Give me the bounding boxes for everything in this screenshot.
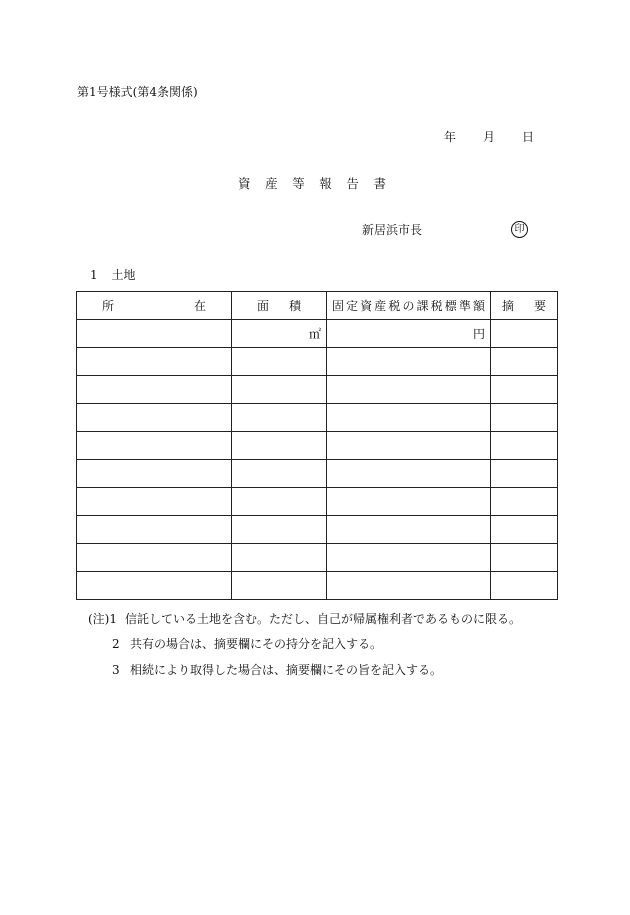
note-prefix: (注)1 [88, 612, 117, 626]
tax-value-cell[interactable] [327, 516, 491, 544]
location-cell[interactable] [77, 488, 232, 516]
tax-value-cell[interactable] [327, 544, 491, 572]
header-char: 摘 [502, 298, 515, 313]
table-row [77, 348, 558, 376]
area-cell[interactable] [232, 404, 327, 432]
table-row [77, 404, 558, 432]
area-cell[interactable] [232, 432, 327, 460]
date-day-label: 日 [521, 130, 534, 144]
area-unit: ㎡ [308, 326, 321, 341]
area-cell[interactable] [232, 516, 327, 544]
note-text: 共有の場合は、摘要欄にその持分を記入する。 [130, 637, 383, 651]
remarks-cell[interactable] [491, 516, 558, 544]
date-line [444, 131, 534, 143]
remarks-cell[interactable] [491, 432, 558, 460]
header-location [77, 292, 232, 320]
date-year-label: 年 [444, 130, 457, 144]
location-cell[interactable] [77, 320, 232, 348]
header-char: の [402, 298, 415, 313]
header-char: 税 [430, 298, 443, 313]
location-cell[interactable] [77, 460, 232, 488]
area-cell[interactable] [232, 544, 327, 572]
note-3 [112, 664, 442, 676]
area-cell[interactable] [232, 572, 327, 600]
location-cell[interactable] [77, 572, 232, 600]
form-number: 第1号様式(第4条関係) [77, 85, 198, 99]
header-char: 資 [360, 298, 373, 313]
remarks-cell[interactable] [491, 348, 558, 376]
section-heading [90, 269, 135, 281]
date-month-label: 月 [482, 130, 495, 144]
title-char: 報 [319, 176, 332, 191]
header-char: 要 [533, 298, 546, 313]
table-body [77, 320, 558, 600]
header-char: 積 [288, 298, 301, 313]
section-number: 1 [90, 268, 98, 282]
header-char: 産 [374, 298, 387, 313]
tax-value-cell[interactable] [327, 460, 491, 488]
title-char: 書 [373, 176, 386, 191]
area-cell[interactable] [232, 320, 327, 348]
table-row [77, 460, 558, 488]
tax-value-cell[interactable] [327, 432, 491, 460]
location-cell[interactable] [77, 516, 232, 544]
table-row [77, 544, 558, 572]
section-label: 土地 [111, 268, 136, 282]
table-header-row [77, 292, 558, 320]
header-char: 準 [458, 298, 471, 313]
header-remarks [491, 292, 558, 320]
tax-value-cell[interactable] [327, 488, 491, 516]
header-char: 課 [416, 298, 429, 313]
header-char: 在 [193, 298, 206, 313]
location-cell[interactable] [77, 432, 232, 460]
remarks-cell[interactable] [491, 376, 558, 404]
header-char: 定 [346, 298, 359, 313]
note-prefix: 2 [112, 637, 120, 651]
note-2 [112, 638, 382, 650]
yen-unit: 円 [472, 326, 485, 341]
header-char: 面 [257, 298, 270, 313]
remarks-cell[interactable] [491, 544, 558, 572]
table-row [77, 320, 558, 348]
table-row [77, 432, 558, 460]
title-char: 等 [292, 176, 305, 191]
remarks-cell[interactable] [491, 404, 558, 432]
tax-value-cell[interactable] [327, 320, 491, 348]
header-area [232, 292, 327, 320]
note-text: 信託している土地を含む。ただし、自己が帰属権利者であるものに限る。 [125, 612, 522, 626]
location-cell[interactable] [77, 544, 232, 572]
title-char: 資 [238, 176, 251, 191]
location-cell[interactable] [77, 348, 232, 376]
location-cell[interactable] [77, 404, 232, 432]
tax-value-cell[interactable] [327, 348, 491, 376]
land-table [76, 291, 558, 600]
title-char: 産 [265, 176, 278, 191]
remarks-cell[interactable] [491, 320, 558, 348]
table-row [77, 376, 558, 404]
remarks-cell[interactable] [491, 460, 558, 488]
addressee: 新居浜市長 [362, 223, 423, 237]
remarks-cell[interactable] [491, 488, 558, 516]
header-char: 税 [388, 298, 401, 313]
area-cell[interactable] [232, 376, 327, 404]
header-char: 固 [332, 298, 345, 313]
note-prefix: 3 [112, 663, 120, 677]
area-cell[interactable] [232, 488, 327, 516]
header-char: 額 [472, 298, 485, 313]
note-text: 相続により取得した場合は、摘要欄にその旨を記入する。 [130, 663, 443, 677]
location-cell[interactable] [77, 376, 232, 404]
table-row [77, 572, 558, 600]
tax-value-cell[interactable] [327, 572, 491, 600]
header-char: 標 [444, 298, 457, 313]
title-char: 告 [346, 176, 359, 191]
table-row [77, 516, 558, 544]
area-cell[interactable] [232, 348, 327, 376]
note-1 [88, 613, 521, 625]
header-char: 所 [102, 298, 115, 313]
tax-value-cell[interactable] [327, 376, 491, 404]
remarks-cell[interactable] [491, 572, 558, 600]
table-row [77, 488, 558, 516]
seal-icon: 印 [511, 221, 528, 238]
document-title [238, 178, 386, 191]
header-tax-value [327, 292, 491, 320]
area-cell[interactable] [232, 460, 327, 488]
tax-value-cell[interactable] [327, 404, 491, 432]
